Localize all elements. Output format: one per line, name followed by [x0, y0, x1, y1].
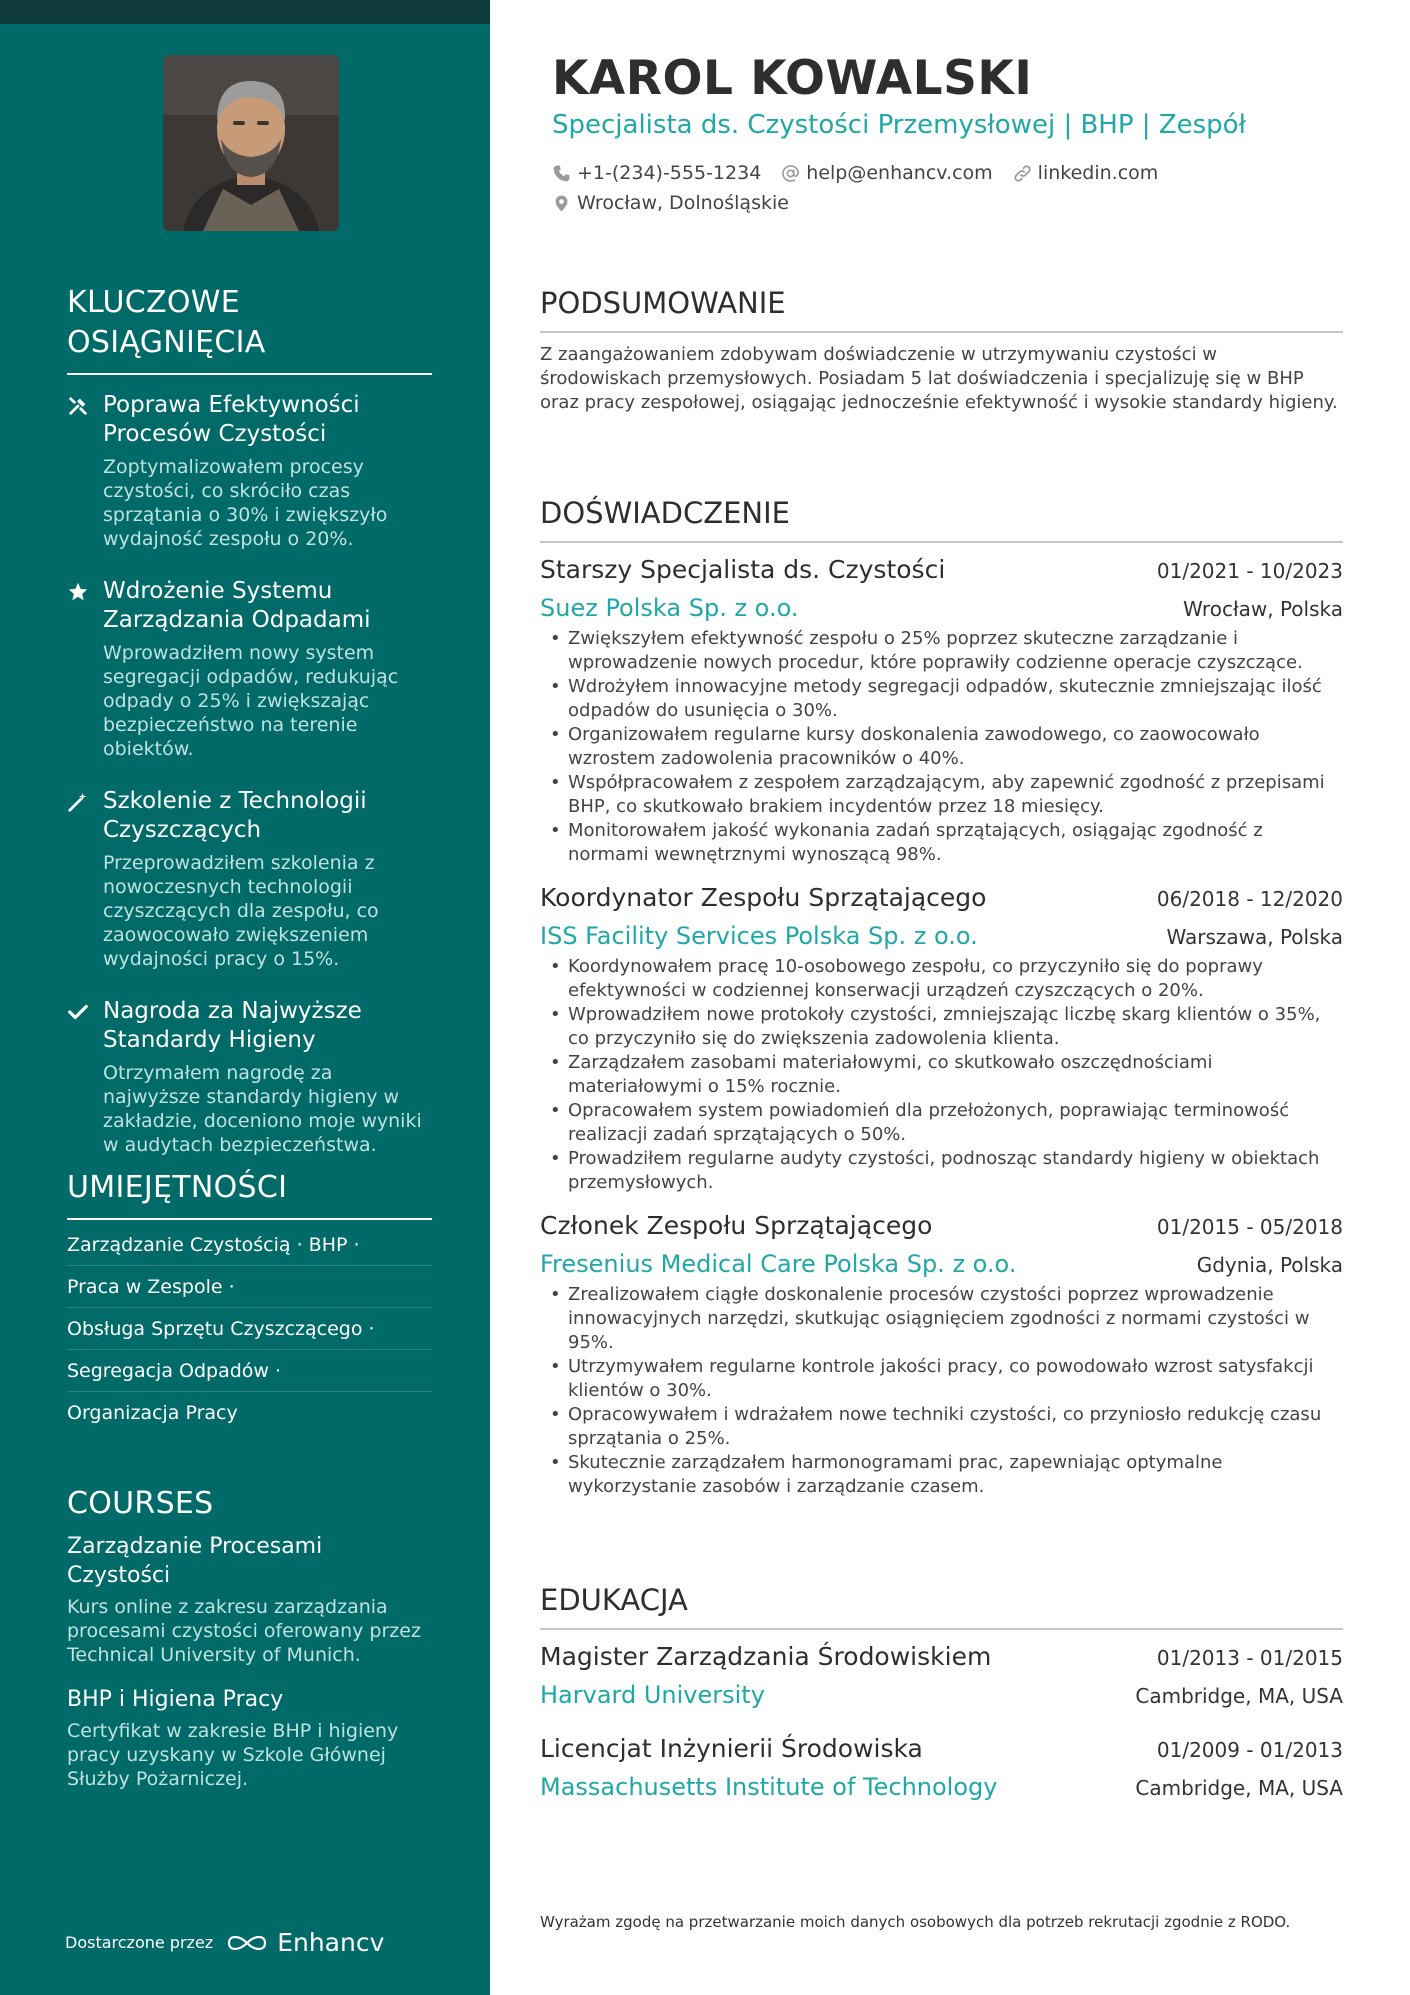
job-bullet: • Prowadziłem regularne audyty czystości, podnosząc standardy higieny w obiektach przemysłowych. [540, 1147, 1343, 1195]
achievement-desc: Przeprowadziłem szkolenia z nowoczesnych technologii czyszczących dla zespołu, co zaowocowało zwiększeniem wydajności pracy o 15%. [103, 852, 379, 970]
summary-section [540, 283, 1343, 415]
sidebar-top-bar [0, 0, 490, 24]
job-title: Starszy Specjalista ds. Czystości [540, 555, 946, 584]
summary-text: Z zaangażowaniem zdobywam doświadczenie w utrzymywaniu czystości w środowiskach przemysłowych. Posiadam 5 lat doświadczenia i specjalizuję się w BHP oraz pracy zespołowej, osiągając jednocześnie efektywność i wysokie standardy higieny. [540, 344, 1338, 413]
profile-photo [163, 55, 339, 231]
contact-location [552, 192, 789, 214]
job-bullet: • Wprowadziłem nowe protokoły czystości, zmniejszając liczbę skarg klientów o 35%, co przyczyniło się do zwiększenia zadowolenia klienta. [540, 1003, 1343, 1051]
achievement-title: Wdrożenie Systemu Zarządzania Odpadami [103, 578, 371, 633]
job-entry [540, 553, 1343, 867]
job-bullet: • Opracowałem system powiadomień dla przełożonych, poprawiając terminowość realizacji zadań sprzątających o 50%. [540, 1099, 1343, 1147]
map-pin-icon [552, 194, 571, 213]
skill-item: Obsługa Sprzętu Czyszczącego · [67, 1308, 432, 1350]
courses-section [67, 1484, 432, 1809]
edu-degree: Magister Zarządzania Środowiskiem [540, 1642, 992, 1671]
course-desc: Certyfikat w zakresie BHP i higieny pracy uzyskany w Szkole Głównej Służby Pożarniczej. [67, 1720, 399, 1790]
magic-wand-icon [67, 787, 91, 971]
job-bullet: • Monitorowałem jakość wykonania zadań sprzątających, osiągając zgodność z normami wewnętrznymi wynoszącą 98%. [540, 819, 1343, 867]
job-location: Warszawa, Polska [1166, 925, 1343, 949]
enhancv-logo[interactable] [225, 1928, 384, 1957]
job-dates: 01/2021 - 10/2023 [1156, 559, 1343, 583]
achievement-title: Nagroda za Najwyższe Standardy Higieny [103, 998, 362, 1053]
education-entry [540, 1732, 1343, 1804]
edu-location: Cambridge, MA, USA [1135, 1684, 1343, 1708]
skills-title: UMIEJĘTNOŚCI [67, 1168, 432, 1220]
achievement-desc: Otrzymałem nagrodę za najwyższe standardy higieny w zakładzie, doceniono moje wyniki w audytach bezpieczeństwa. [103, 1062, 422, 1156]
skill-item: Segregacja Odpadów · [67, 1350, 432, 1392]
skill-item: Zarządzanie Czystością · BHP · [67, 1224, 432, 1266]
edu-degree: Licencjat Inżynierii Środowiska [540, 1734, 923, 1763]
candidate-name: KAROL KOWALSKI [552, 51, 1033, 106]
experience-title: DOŚWIADCZENIE [540, 493, 1343, 543]
education-section [540, 1580, 1343, 1824]
star-icon [67, 577, 91, 761]
link-icon [1013, 164, 1032, 183]
location-text: Wrocław, Dolnośląskie [577, 192, 789, 214]
enhancv-infinity-icon [225, 1931, 269, 1955]
experience-section [540, 493, 1343, 1513]
job-bullets [540, 955, 1343, 1195]
course-item [67, 1685, 432, 1791]
candidate-headline: Specjalista ds. Czystości Przemysłowej | BHP | Zespół [552, 110, 1246, 140]
phone-icon [552, 164, 571, 183]
job-bullet: • Opracowywałem i wdrażałem nowe techniki czystości, co przyniosło redukcję czasu sprzątania o 25%. [540, 1403, 1343, 1451]
edu-school: Massachusetts Institute of Technology [540, 1773, 998, 1801]
achievement-item [67, 391, 432, 551]
achievements-title: KLUCZOWE OSIĄGNIĘCIA [67, 283, 432, 375]
contact-email[interactable] [781, 162, 992, 184]
achievement-title: Szkolenie z Technologii Czyszczących [103, 788, 367, 843]
job-bullet: • Zwiększyłem efektywność zespołu o 25% poprzez skuteczne zarządzanie i wprowadzenie nowych procedur, które poprawiły codzienne operacje czyszczące. [540, 627, 1343, 675]
job-bullet: • Koordynowałem pracę 10-osobowego zespołu, co przyczyniło się do poprawy efektywności w codziennej konserwacji urządzeń czyszczących o 20%. [540, 955, 1343, 1003]
edu-location: Cambridge, MA, USA [1135, 1776, 1343, 1800]
summary-title: PODSUMOWANIE [540, 283, 1343, 333]
tools-icon [67, 391, 91, 551]
achievement-item [67, 577, 432, 761]
job-title: Członek Zespołu Sprzątającego [540, 1211, 933, 1240]
skills-section [67, 1168, 432, 1433]
job-location: Wrocław, Polska [1183, 597, 1343, 621]
edu-dates: 01/2013 - 01/2015 [1156, 1646, 1343, 1670]
job-title: Koordynator Zespołu Sprzątającego [540, 883, 987, 912]
course-title: BHP i Higiena Pracy [67, 1687, 284, 1712]
skill-item: Praca w Zespole · [67, 1266, 432, 1308]
achievement-desc: Wprowadziłem nowy system segregacji odpadów, redukując odpady o 25% i zwiększając bezpieczeństwo na terenie obiektów. [103, 642, 399, 760]
contact-linkedin[interactable] [1013, 162, 1159, 184]
job-bullet: • Skutecznie zarządzałem harmonogramami prac, zapewniając optymalne wykorzystanie zasobów i zarządzanie czasem. [540, 1451, 1343, 1499]
courses-title: COURSES [67, 1486, 214, 1521]
job-dates: 01/2015 - 05/2018 [1156, 1215, 1343, 1239]
job-entry [540, 1209, 1343, 1499]
education-entry [540, 1640, 1343, 1712]
job-company: Fresenius Medical Care Polska Sp. z o.o. [540, 1250, 1017, 1278]
linkedin-text: linkedin.com [1037, 162, 1159, 184]
edu-school: Harvard University [540, 1681, 765, 1709]
gdpr-consent-note: Wyrażam zgodę na przetwarzanie moich danych osobowych dla potrzeb rekrutacji zgodnie z RODO. [540, 1913, 1291, 1931]
education-title: EDUKACJA [540, 1580, 1343, 1630]
achievement-title: Poprawa Efektywności Procesów Czystości [103, 392, 360, 447]
email-text: help@enhancv.com [806, 162, 993, 184]
powered-label: Dostarczone przez [65, 1933, 214, 1952]
at-icon [781, 164, 800, 183]
job-company: Suez Polska Sp. z o.o. [540, 594, 799, 622]
job-bullet: • Zarządzałem zasobami materiałowymi, co skutkowało oszczędnościami materiałowymi o 15% rocznie. [540, 1051, 1343, 1099]
contact-info [552, 158, 1158, 218]
sidebar [0, 0, 490, 1995]
achievement-item [67, 787, 432, 971]
check-icon [67, 997, 91, 1157]
job-dates: 06/2018 - 12/2020 [1156, 887, 1343, 911]
job-bullet: • Współpracowałem z zespołem zarządzającym, aby zapewnić zgodność z przepisami BHP, co skutkowało brakiem incydentów przez 18 miesięcy. [540, 771, 1343, 819]
course-item [67, 1532, 432, 1667]
phone-text: +1-(234)-555-1234 [577, 162, 762, 184]
job-location: Gdynia, Polska [1196, 1253, 1343, 1277]
contact-phone[interactable] [552, 162, 761, 184]
course-desc: Kurs online z zakresu zarządzania procesami czystości oferowany przez Technical University of Munich. [67, 1596, 421, 1666]
powered-by [65, 1928, 384, 1957]
job-company: ISS Facility Services Polska Sp. z o.o. [540, 922, 978, 950]
achievement-desc: Zoptymalizowałem procesy czystości, co skróciło czas sprzątania o 30% i zwiększyło wydajność zespołu o 20%. [103, 456, 388, 550]
job-bullet: • Organizowałem regularne kursy doskonalenia zawodowego, co zaowocowało wzrostem zadowolenia pracowników o 40%. [540, 723, 1343, 771]
skill-item: Organizacja Pracy [67, 1402, 238, 1424]
achievements-section [67, 283, 432, 1183]
job-entry [540, 881, 1343, 1195]
job-bullet: • Utrzymywałem regularne kontrole jakości pracy, co powodowało wzrost satysfakcji klientów o 30%. [540, 1355, 1343, 1403]
job-bullets [540, 627, 1343, 867]
edu-dates: 01/2009 - 01/2013 [1156, 1738, 1343, 1762]
achievement-item [67, 997, 432, 1157]
job-bullets [540, 1283, 1343, 1499]
enhancv-brand-name: Enhancv [277, 1928, 385, 1957]
course-title: Zarządzanie Procesami Czystości [67, 1534, 323, 1588]
job-bullet: • Wdrożyłem innowacyjne metody segregacji odpadów, skutecznie zmniejszając ilość odpadów do usunięcia o 30%. [540, 675, 1343, 723]
job-bullet: • Zrealizowałem ciągłe doskonalenie procesów czystości poprzez wprowadzenie innowacyjnych narzędzi, skutkując osiągnięciem zgodności z normami czystości w 95%. [540, 1283, 1343, 1355]
